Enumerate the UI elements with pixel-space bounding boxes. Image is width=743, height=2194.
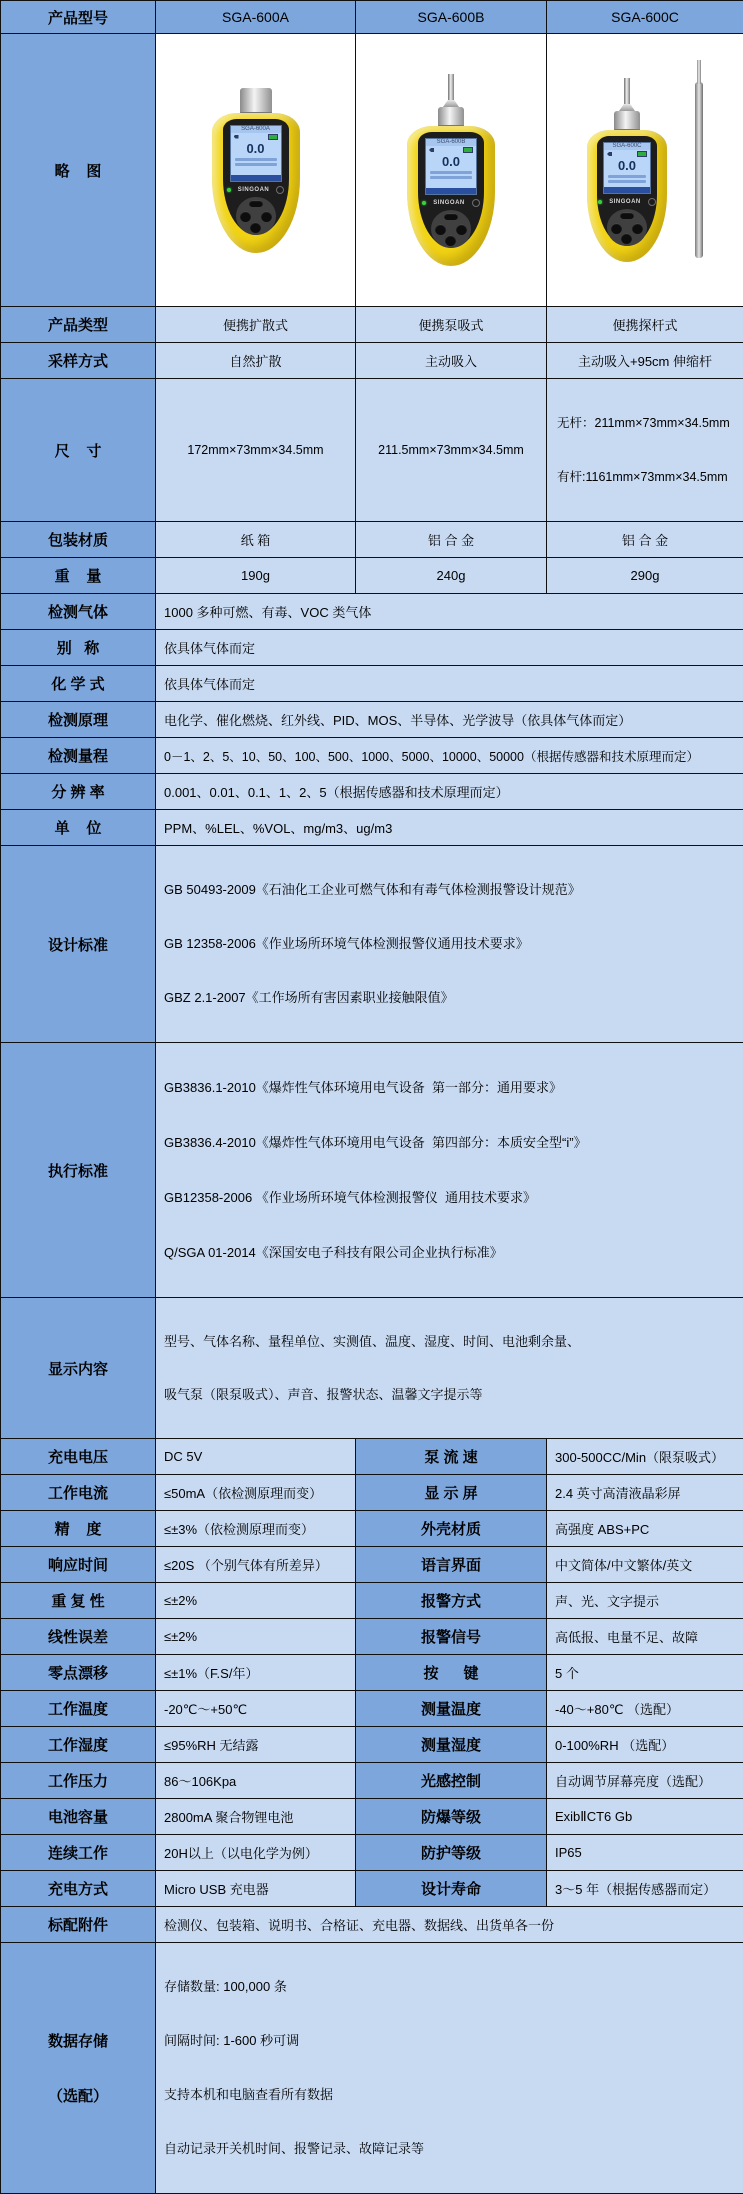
led-indicator xyxy=(227,188,231,192)
product-photo-sga600b xyxy=(356,70,546,270)
screen-statusbar xyxy=(231,175,281,181)
row-packaging: 包装材质 纸 箱 铝 合 金 铝 合 金 xyxy=(1,522,743,558)
power-button-icon xyxy=(648,198,656,206)
row-spec-6: 线性误差 ≤±2% 报警信号 高低报、电量不足、故障 xyxy=(1,1619,743,1655)
speaker-icon xyxy=(429,148,434,152)
sensor-cap-icon xyxy=(438,107,464,127)
row-spec-8: 工作温度 -20℃～+50℃ 测量温度 -40～+80℃ （选配） xyxy=(1,1691,743,1727)
battery-icon xyxy=(463,147,473,153)
row-spec-13: 充电方式 Micro USB 充电器 设计寿命 3～5 年（根据传感器而定） xyxy=(1,1871,743,1907)
row-formula: 化 学 式 依具体气体而定 xyxy=(1,666,743,702)
row-design-standard: 设计标准 GB 50493-2009《石油化工企业可燃气体和有毒气体检测报警设计规范》 GB 12358-2006《作业场所环境气体检测报警仪通用技术要求》 GBZ 2.1-2007《工作场所有害因素职业接触限值》 xyxy=(1,846,743,1043)
sketch-label: 略 图 xyxy=(1,34,156,307)
probe-tube-icon xyxy=(448,74,454,100)
led-indicator xyxy=(422,201,426,205)
screen-reading: 0.0 xyxy=(426,154,476,170)
brand-logo: SINGOAN xyxy=(433,200,465,206)
row-unit: 单 位 PPM、%LEL、%VOL、mg/m3、ug/m3 xyxy=(1,810,743,846)
row-spec-5: 重 复 性 ≤±2% 报警方式 声、光、文字提示 xyxy=(1,1583,743,1619)
keypad xyxy=(236,197,276,235)
power-button-icon xyxy=(472,199,480,207)
sketch-row xyxy=(1,34,743,307)
row-exec-standard: 执行标准 GB3836.1-2010《爆炸性气体环境用电气设备 第一部分：通用要求》 GB3836.4-2010《爆炸性气体环境用电气设备 第四部分：本质安全型“i”》 GB12358-2006 《作业场所环境气体检测报警仪 通用技术要求》 Q/SGA 01-2014《深国安电子科技有限公司企业执行标准》 xyxy=(1,1043,743,1298)
brand-logo: SINGOAN xyxy=(609,199,641,205)
speaker-icon xyxy=(234,135,239,139)
keypad xyxy=(607,209,647,246)
row-accessories: 标配附件 检测仪、包装箱、说明书、合格证、充电器、数据线、出货单各一份 xyxy=(1,1907,743,1943)
row-product-type: 产品类型 便携扩散式 便携泵吸式 便携探杆式 xyxy=(1,307,743,343)
screen-reading: 0.0 xyxy=(604,158,650,174)
row-spec-7: 零点漂移 ≤±1%（F.S/年） 按 键 5 个 xyxy=(1,1655,743,1691)
screen-model-text: SGA-600B xyxy=(426,139,476,146)
row-spec-10: 工作压力 86～106Kpa 光感控制 自动调节屏幕亮度（选配） xyxy=(1,1763,743,1799)
row-display-content: 显示内容 型号、气体名称、量程单位、实测值、温度、湿度、时间、电池剩余量、 吸气泵（限泵吸式）、声音、报警状态、温馨文字提示等 xyxy=(1,1298,743,1439)
row-gas: 检测气体 1000 多种可燃、有毒、VOC 类气体 xyxy=(1,594,743,630)
screen-statusbar xyxy=(426,188,476,194)
row-alias: 别 称 依具体气体而定 xyxy=(1,630,743,666)
speaker-icon xyxy=(607,152,612,156)
row-spec-9: 工作湿度 ≤95%RH 无结露 测量湿度 0-100%RH （选配） xyxy=(1,1727,743,1763)
screen-model-text: SGA-600A xyxy=(231,126,281,133)
brand-logo: SINGOAN xyxy=(238,187,270,193)
row-spec-11: 电池容量 2800mA 聚合物锂电池 防爆等级 ExibⅡCT6 Gb xyxy=(1,1799,743,1835)
sensor-cap-icon xyxy=(614,111,640,131)
row-sampling: 采样方式 自然扩散 主动吸入 主动吸入+95cm 伸缩杆 xyxy=(1,343,743,379)
device-screen xyxy=(425,138,477,195)
screen-reading: 0.0 xyxy=(231,141,281,157)
row-resolution: 分 辨 率 0.001、0.01、0.1、1、2、5（根据传感器和技术原理而定） xyxy=(1,774,743,810)
product-photo-sga600c xyxy=(547,70,743,270)
model-b: SGA-600B xyxy=(356,1,547,34)
probe-tube-icon xyxy=(624,78,630,104)
row-dimensions: 尺 寸 172mm×73mm×34.5mm 211.5mm×73mm×34.5mm 无杆：211mm×73mm×34.5mm 有杆:1161mm×73mm×34.5mm xyxy=(1,379,743,522)
row-spec-2: 工作电流 ≤50mA（依检测原理而变） 显 示 屏 2.4 英寸高清液晶彩屏 xyxy=(1,1475,743,1511)
telescopic-rod-icon xyxy=(695,82,703,258)
model-a: SGA-600A xyxy=(156,1,356,34)
power-button-icon xyxy=(276,186,284,194)
header-row xyxy=(1,1,743,34)
model-c: SGA-600C xyxy=(547,1,743,34)
led-indicator xyxy=(598,200,602,204)
device-screen xyxy=(603,142,651,194)
product-photo-sga600a xyxy=(156,70,355,270)
row-spec-3: 精 度 ≤±3%（依检测原理而变） 外壳材质 高强度 ABS+PC xyxy=(1,1511,743,1547)
battery-icon xyxy=(268,134,278,140)
row-spec-4: 响应时间 ≤20S （个别气体有所差异） 语言界面 中文简体/中文繁体/英文 xyxy=(1,1547,743,1583)
row-range: 检测量程 0－1、2、5、10、50、100、500、1000、5000、10000、50000（根据传感器和技术原理而定） xyxy=(1,738,743,774)
sensor-cap-icon xyxy=(240,88,272,114)
row-weight: 重 量 190g 240g 290g xyxy=(1,558,743,594)
row-principle: 检测原理 电化学、催化燃烧、红外线、PID、MOS、半导体、光学波导（依具体气体而定） xyxy=(1,702,743,738)
row-spec-1: 充电电压 DC 5V 泵 流 速 300-500CC/Min（限泵吸式） xyxy=(1,1439,743,1475)
keypad xyxy=(431,210,471,248)
screen-statusbar xyxy=(604,187,650,193)
device-screen xyxy=(230,125,282,182)
header-label: 产品型号 xyxy=(1,1,156,34)
row-data-storage: 数据存储 （选配） 存储数量: 100,000 条 间隔时间: 1-600 秒可调 支持本机和电脑查看所有数据 自动记录开关机时间、报警记录、故障记录等 xyxy=(1,1943,743,2194)
row-spec-12: 连续工作 20H以上（以电化学为例） 防护等级 IP65 xyxy=(1,1835,743,1871)
battery-icon xyxy=(637,151,647,157)
screen-model-text: SGA-600C xyxy=(604,143,650,150)
